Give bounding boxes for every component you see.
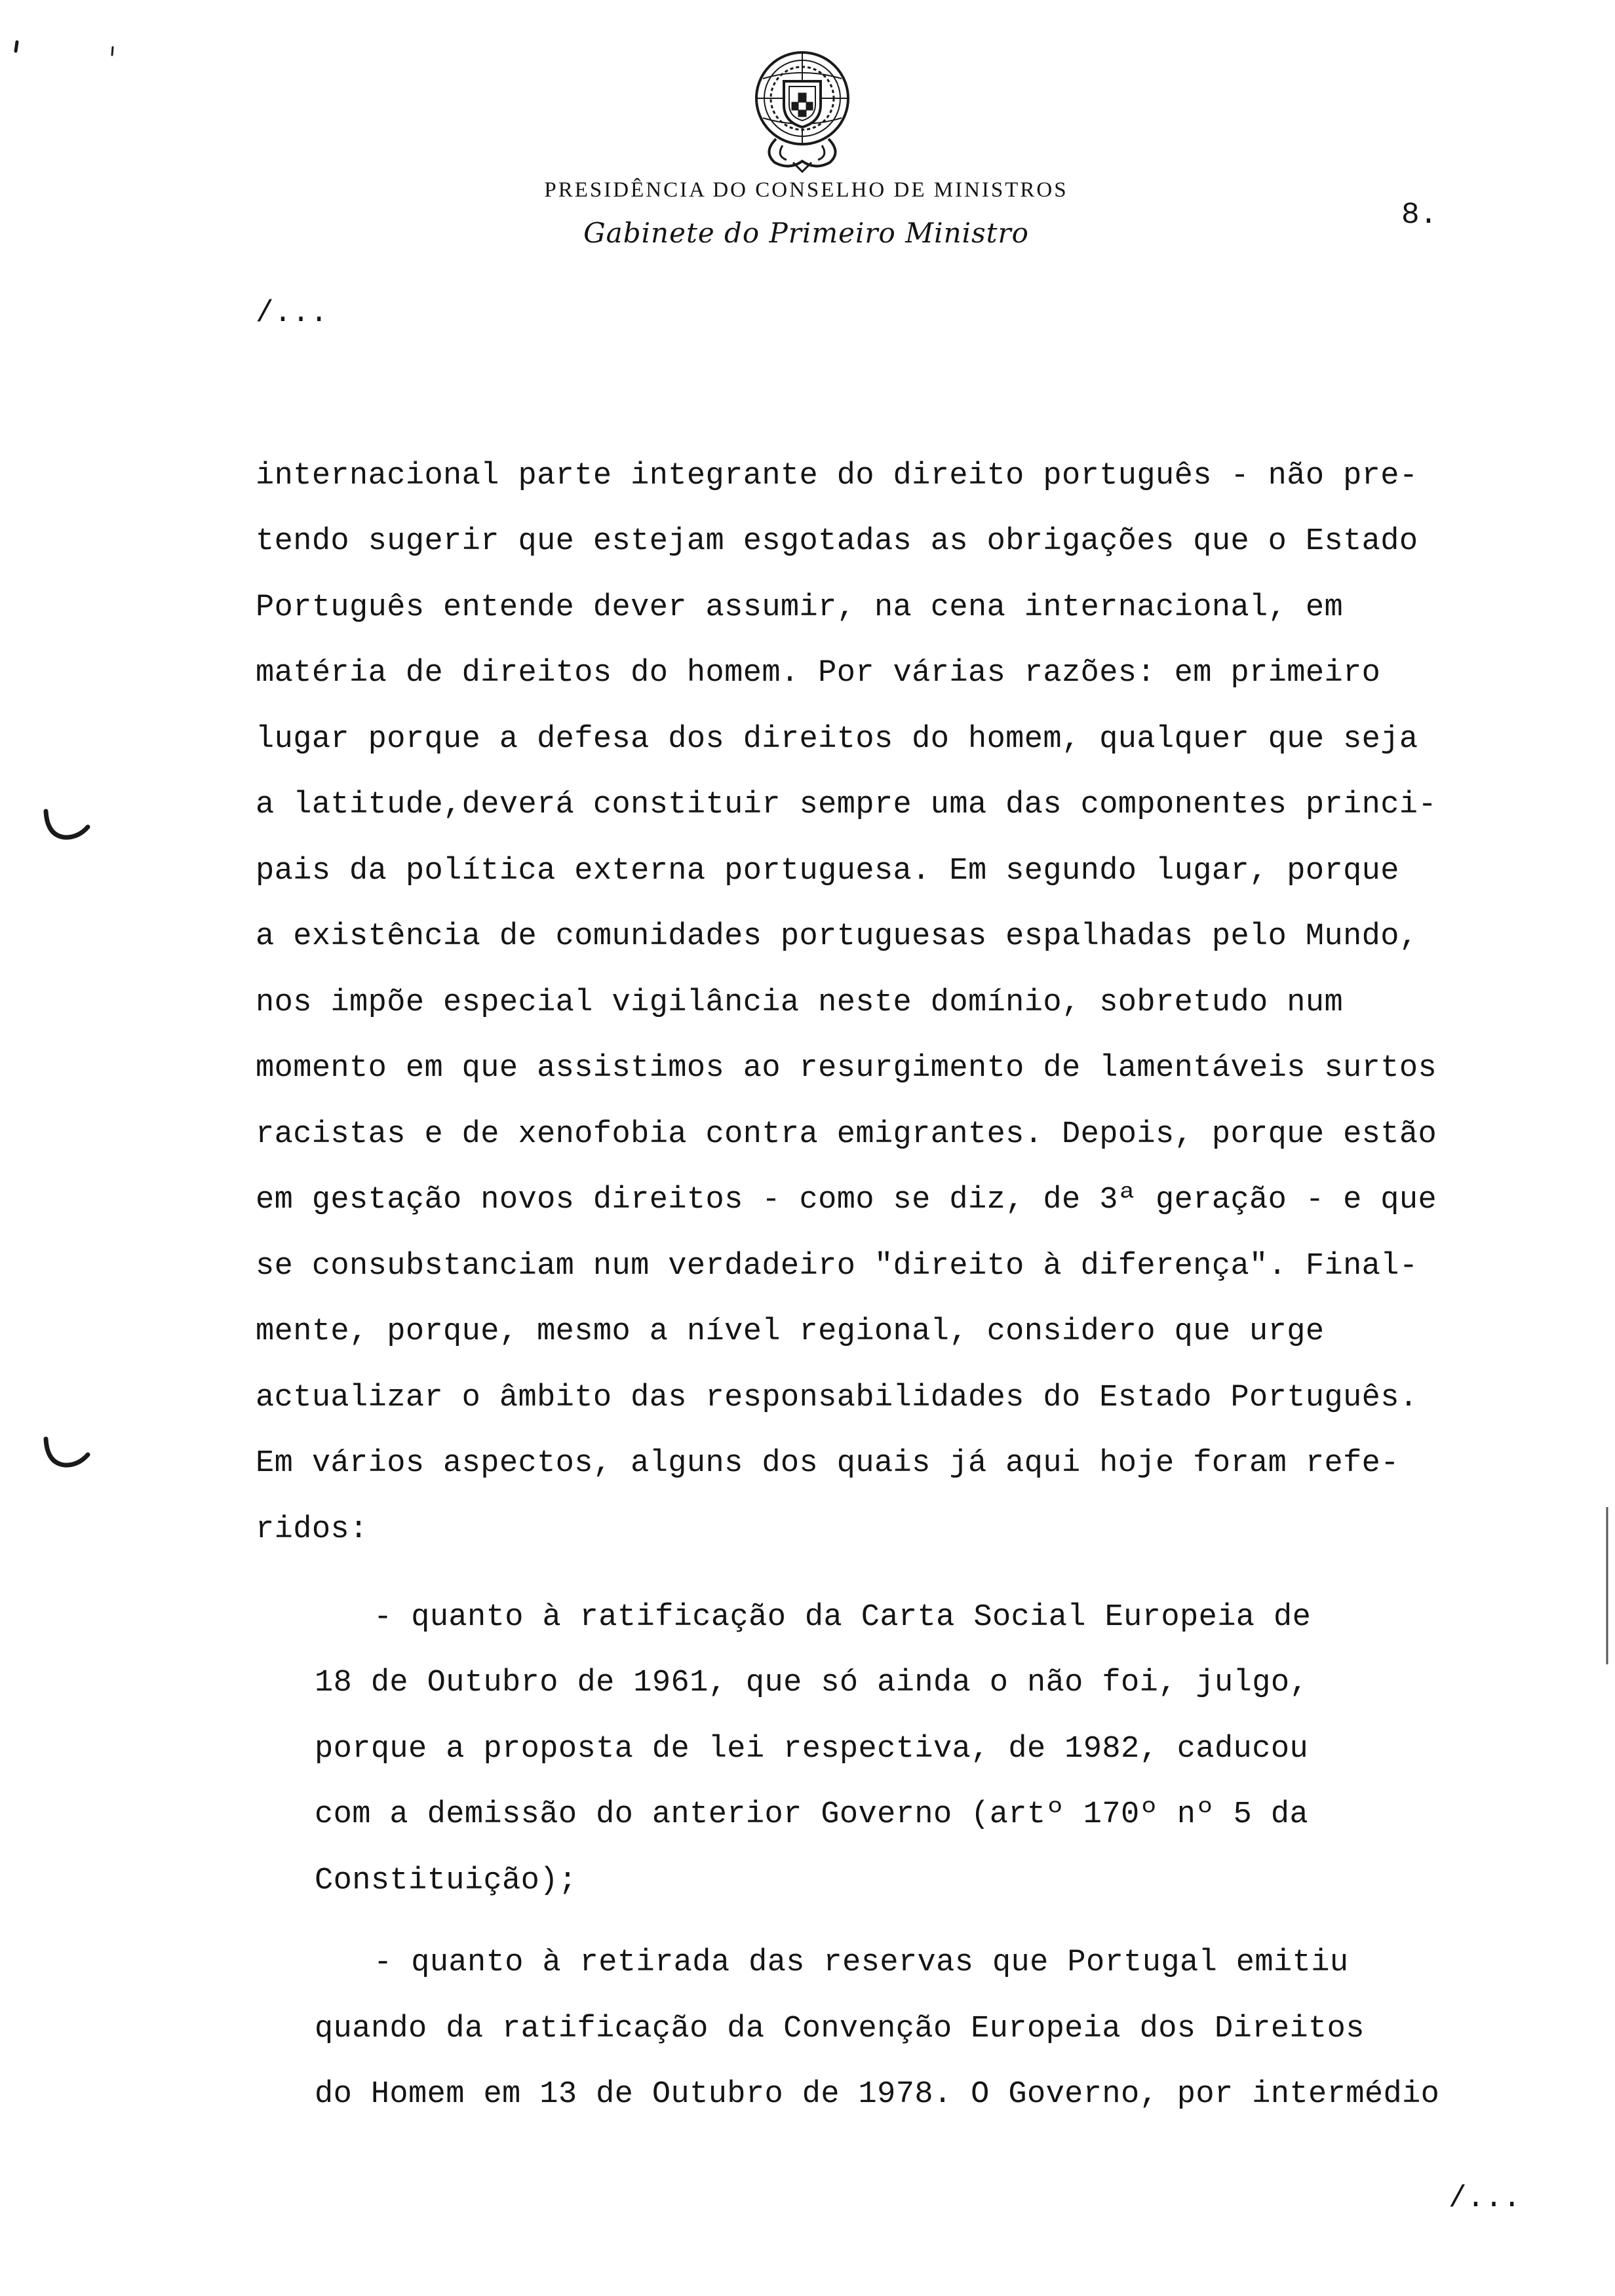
list-item-line: porque a proposta de lei respectiva, de 1982, caducou [315, 1732, 1309, 1767]
text-line: racistas e de xenofobia contra emigrantes. Depois, porque estão [256, 1117, 1437, 1152]
text-line: se consubstanciam num verdadeiro "direito à diferença". Final- [256, 1249, 1418, 1284]
list-item-line: quando da ratificação da Convenção Europeia dos Direitos [315, 2012, 1365, 2046]
margin-check-mark-icon [41, 1435, 93, 1474]
list-item-line: com a demissão do anterior Governo (artº 170º nº 5 da [315, 1797, 1309, 1832]
text-line: Português entende dever assumir, na cena internacional, em [256, 590, 1344, 625]
header-organization: PRESIDÊNCIA DO CONSELHO DE MINISTROS [544, 178, 1068, 202]
text-line: tendo sugerir que estejam esgotadas as obrigações que o Estado [256, 524, 1418, 559]
text-line: nos impõe especial vigilância neste domínio, sobretudo num [256, 985, 1344, 1020]
continuation-marker-bottom: /... [1449, 2181, 1521, 2215]
margin-check-mark-icon [41, 807, 93, 847]
scan-edge-line [1603, 1507, 1611, 1664]
text-line: Em vários aspectos, alguns dos quais já aqui hoje foram refe- [256, 1446, 1399, 1481]
text-line: internacional parte integrante do direito português - não pre- [256, 459, 1418, 493]
text-line: mente, porque, mesmo a nível regional, considero que urge [256, 1314, 1325, 1349]
text-line: momento em que assistimos ao resurgimento de lamentáveis surtos [256, 1051, 1437, 1086]
page-number: 8. [1401, 198, 1438, 232]
list-item-line: do Homem em 13 de Outubro de 1978. O Governo, por intermédio [315, 2077, 1440, 2112]
list-item-line: - quanto à retirada das reservas que Portugal emitiu [374, 1945, 1349, 1980]
portuguese-coat-of-arms-emblem [737, 41, 868, 178]
list-item-line: Constituição); [315, 1864, 577, 1898]
text-line: matéria de direitos do homem. Por várias razões: em primeiro [256, 656, 1381, 691]
text-line: em gestação novos direitos - como se diz, de 3ª geração - e que [256, 1183, 1437, 1217]
text-line: a latitude,deverá constituir sempre uma das componentes princi- [256, 788, 1437, 822]
scan-speck-marks [13, 38, 125, 64]
list-item-line: 18 de Outubro de 1961, que só ainda o não foi, julgo, [315, 1666, 1309, 1700]
continuation-marker-top: /... [256, 296, 328, 330]
text-line: lugar porque a defesa dos direitos do homem, qualquer que seja [256, 722, 1418, 757]
header-office-script: Gabinete do Primeiro Ministro [583, 217, 1029, 249]
text-line: a existência de comunidades portuguesas espalhadas pelo Mundo, [256, 919, 1418, 954]
text-line: actualizar o âmbito das responsabilidades do Estado Português. [256, 1381, 1418, 1415]
list-item-line: - quanto à ratificação da Carta Social Europeia de [374, 1600, 1312, 1635]
text-line: ridos: [256, 1512, 368, 1547]
text-line: pais da política externa portuguesa. Em segundo lugar, porque [256, 854, 1399, 889]
